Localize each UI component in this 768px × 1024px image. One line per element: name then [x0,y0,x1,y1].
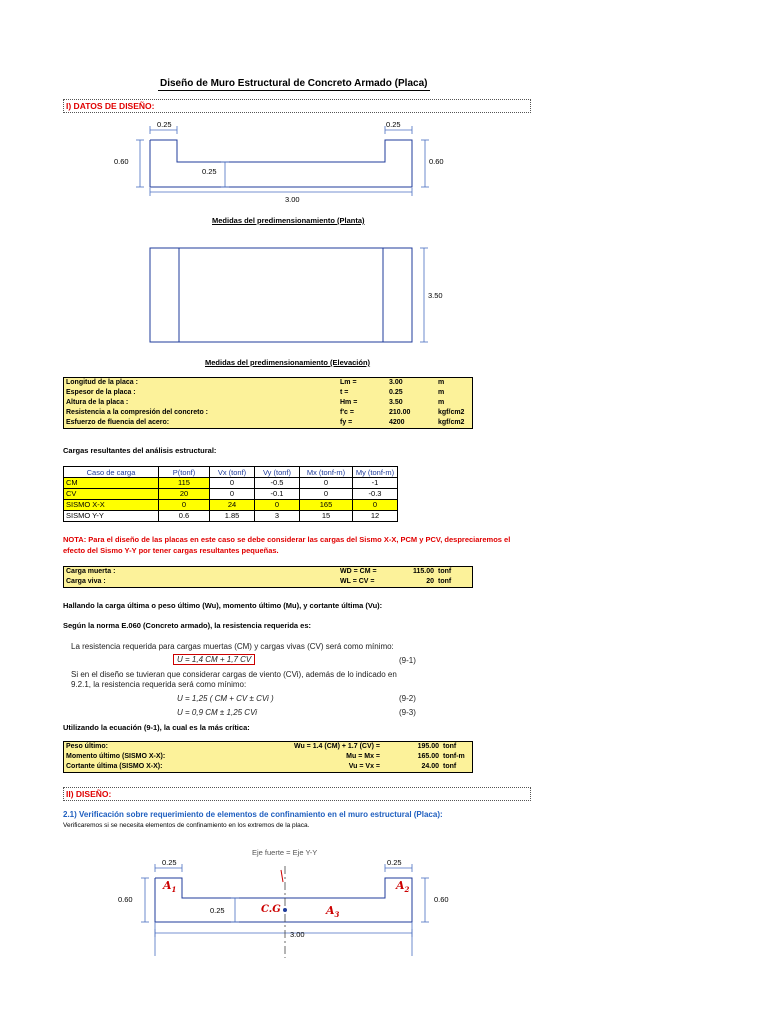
datos-sym: fy = [340,419,353,426]
ult-sym: Wu = 1.4 (CM) + 1.7 (CV) = [293,743,380,750]
datos-unit: m [438,399,445,406]
cell: -1 [353,478,398,489]
table-row [64,742,472,752]
datos-unit: m [438,389,445,396]
ult-unit: tonf [443,743,457,750]
ultimos-table [63,741,473,773]
cell: 0 [255,500,300,511]
table-row [64,511,398,522]
cell: 24 [210,500,255,511]
section-diseno-header: II) DISEÑO: [63,787,531,801]
cell: 165 [300,500,353,511]
cmv-label: Carga muerta : [66,568,116,575]
datos-sym: t = [340,389,349,396]
datos-unit: m [438,379,445,386]
cargas-title: Cargas resultantes del análisis estructural: [63,446,217,455]
plan-dim-top-right: 0.25 [386,120,401,129]
table-row [64,408,472,418]
table-row [64,489,398,500]
ult-sym: Vu = Vx = [348,763,380,770]
datos-val: 4200 [389,419,405,426]
area-a2-sub: 2 [404,885,410,895]
cell: 0 [210,489,255,500]
datos-val: 210.00 [389,409,411,416]
plan-dim-left: 0.60 [114,157,129,166]
cell: 0 [159,500,210,511]
plan-drawing [100,112,460,212]
cell: 12 [353,511,398,522]
formula-eq1: U = 1,4 CM + 1,7 CV [173,654,255,665]
ult-label: Momento último (SISMO X-X): [66,753,166,760]
plan-dim-right: 0.60 [429,157,444,166]
table-row [64,500,398,511]
area-a3-label [326,904,339,919]
table-header-row [64,467,398,478]
plan2-dim-tl: 0.25 [162,858,177,867]
cmv-sym: WL = CV = [340,578,375,585]
area-a1-sub: 1 [171,885,177,895]
plan2-drawing [100,858,480,968]
datos-sym: Hm = [340,399,358,406]
datos-label: Esfuerzo de fluencia del acero: [66,419,170,426]
formula-eq3: U = 0,9 CM ± 1,25 CVi [177,708,258,717]
cell: 15 [300,511,353,522]
table-row [64,752,472,762]
cmv-sym: WD = CM = [340,568,377,575]
formula-line2: Si en el diseño se tuvieran que considerar cargas de viento (CVi), además de lo indicado en [71,670,397,679]
datos-label: Espesor de la placa : [66,389,136,396]
cell: -0.5 [255,478,300,489]
datos-sym: Lm = [340,379,357,386]
cmv-val: 115.00 [412,568,434,575]
cmv-unit: tonf [438,578,452,585]
col-header: Caso de carga [64,467,159,478]
cell: SISMO Y-Y [64,511,159,522]
cell: -0.1 [255,489,300,500]
plan2-dim-left: 0.60 [118,895,133,904]
formula-eq3-num: (9-3) [399,708,416,717]
table-row [64,388,472,398]
datos-table [63,377,473,429]
formula-eq2: U = 1,25 ( CM + CV ± CVi ) [177,694,274,703]
plan-outline [150,140,412,187]
table-row [64,577,472,587]
col-header: P(tonf) [159,467,210,478]
datos-val: 3.50 [389,399,403,406]
cmv-label: Carga viva : [66,578,106,585]
plan-dim-bottom: 3.00 [285,195,300,204]
area-a1-label [163,879,176,894]
formula-eq2-num: (9-2) [399,694,416,703]
title-underline [158,90,430,91]
area-a3-letter: A [326,904,335,917]
col-header: My (tonf-m) [353,467,398,478]
ult-val: 24.00 [421,763,439,770]
nota-text: NOTA: Para el diseño de las placas en este caso se debe considerar las cargas del Sismo X-X, PCM y PCV, despreciaremos el efecto del Sismo Y-Y por tener cargas resultantes pequeñas. [63,535,511,555]
ult-val: 195.00 [417,743,439,750]
area-a2-letter: A [396,879,405,892]
cell: 1.85 [210,511,255,522]
ult-sym: Mu = Mx = [346,753,380,760]
section-datos-header: I) DATOS DE DISEÑO: [63,99,531,113]
cell: 0.6 [159,511,210,522]
cell: 3 [255,511,300,522]
cargas-mv-table [63,566,473,588]
plan-caption: Medidas del predimensionamiento (Planta) [212,216,365,225]
subsection-title: 2.1) Verificación sobre requerimiento de elementos de confinamiento en el muro estructural (Placa): [63,810,443,819]
table-row [64,567,472,577]
subsection-text: Verificaremos si se necesita elementos de confinamiento en los extremos de la placa. [63,822,310,829]
datos-unit: kgf/cm2 [438,409,465,416]
datos-val: 3.00 [389,379,403,386]
utilizando-text: Utilizando la ecuación (9-1), la cual es la más crítica: [63,723,250,732]
cell: 0 [210,478,255,489]
formula-line1: La resistencia requerida para cargas muertas (CM) y cargas vivas (CV) será como mínimo: [71,642,394,651]
plan2-dim-tr: 0.25 [387,858,402,867]
plan2-dim-web: 0.25 [210,906,225,915]
cell: CV [64,489,159,500]
col-header: Mx (tonf-m) [300,467,353,478]
cmv-val: 20 [426,578,434,585]
elevation-dim-height: 3.50 [428,291,443,300]
axis-label: Eje fuerte = Eje Y-Y [252,848,318,857]
ult-val: 165.00 [417,753,439,760]
cell: -0.3 [353,489,398,500]
hallando-text: Hallando la carga última o peso último (Wu), momento último (Mu), y cortante última (Vu): [63,601,383,610]
plan-dim-web: 0.25 [202,167,217,176]
segun-text: Según la norma E.060 (Concreto armado), la resistencia requerida es: [63,621,312,630]
cell: SISMO X-X [64,500,159,511]
elevation-caption: Medidas del predimensionamiento (Elevación) [205,358,371,367]
datos-unit: kgf/cm2 [438,419,465,426]
elevation-drawing [140,240,440,350]
area-a3-sub: 3 [334,910,340,920]
table-row [64,478,398,489]
datos-label: Longitud de la placa : [66,379,138,386]
ult-unit: tonf-m [443,753,465,760]
area-a2-label [396,879,409,894]
cell: 0 [353,500,398,511]
table-row [64,378,472,388]
ult-unit: tonf [443,763,457,770]
col-header: Vy (tonf) [255,467,300,478]
cg-label: C.G [261,904,281,915]
plan2-dim-bottom: 3.00 [290,930,305,939]
page-title: Diseño de Muro Estructural de Concreto Armado (Placa) [160,78,428,89]
cmv-unit: tonf [438,568,452,575]
ult-label: Peso último: [66,743,109,750]
formula-line3: 9.2.1, la resistencia requerida será como mínimo: [71,680,247,689]
cell: CM [64,478,159,489]
plan2-dim-right: 0.60 [434,895,449,904]
datos-label: Resistencia a la compresión del concreto : [66,409,208,416]
norma-excerpt [63,640,473,720]
cargas-table [63,466,398,522]
cell: 20 [159,489,210,500]
table-row [64,418,472,428]
cell: 0 [300,478,353,489]
ult-label: Cortante última (SISMO X-X): [66,763,163,770]
datos-label: Altura de la placa : [66,399,129,406]
datos-sym: f'c = [340,409,354,416]
table-row [64,762,472,772]
cell: 115 [159,478,210,489]
plan-dim-top-left: 0.25 [157,120,172,129]
datos-val: 0.25 [389,389,403,396]
formula-eq1-num: (9-1) [399,656,416,665]
table-row [64,398,472,408]
cell: 0 [300,489,353,500]
col-header: Vx (tonf) [210,467,255,478]
area-a1-letter: A [163,879,172,892]
